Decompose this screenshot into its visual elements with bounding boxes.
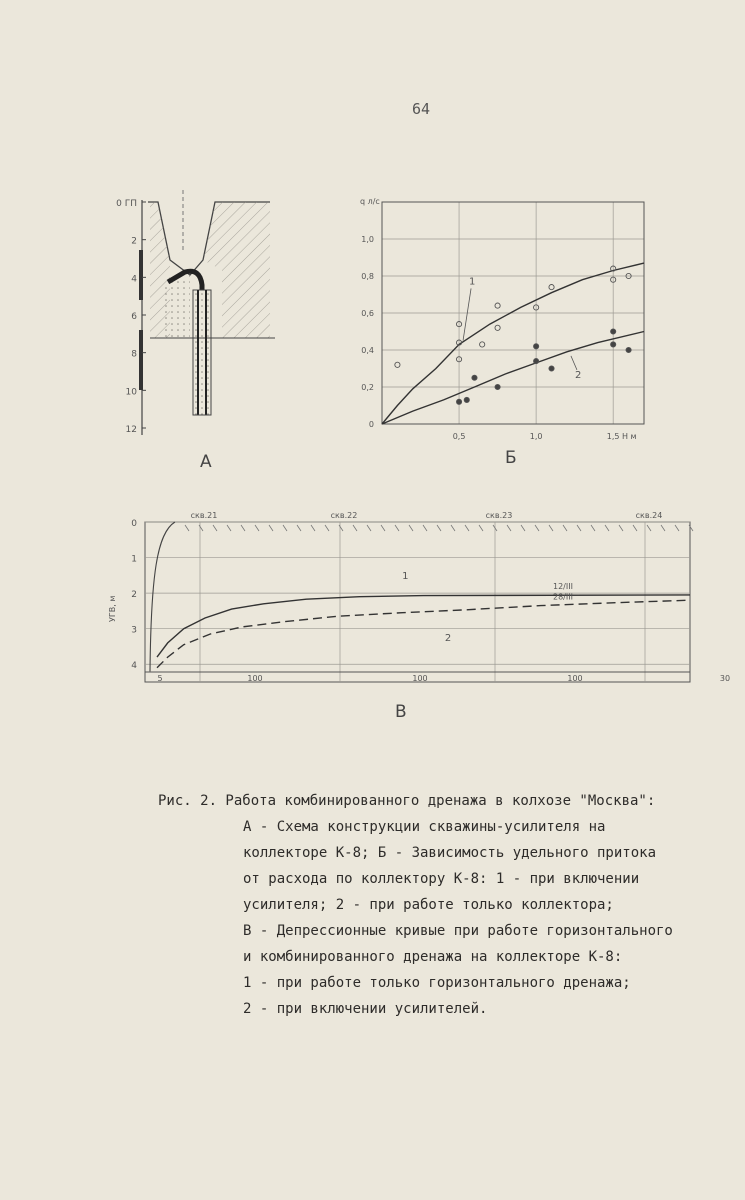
- data-point-series-1: [495, 303, 500, 308]
- data-point-series-2: [626, 347, 631, 352]
- data-point-series-2: [464, 397, 469, 402]
- distance-label: 100: [247, 674, 263, 683]
- figure-caption: [158, 788, 743, 1022]
- y-tick-label: 0,6: [361, 309, 374, 318]
- depth-tick-label: 2: [131, 236, 137, 247]
- y-tick-label: 0,4: [361, 346, 374, 355]
- y-tick-label: 3: [131, 625, 137, 636]
- x-axis-label: H м: [622, 432, 637, 441]
- y-tick-label: 1,0: [361, 235, 374, 244]
- depth-tick-label: 8: [131, 349, 137, 360]
- data-point-series-2: [611, 342, 616, 347]
- ground-marks: [185, 525, 693, 531]
- series-curve-1: [157, 592, 690, 657]
- data-point-series-2: [456, 399, 461, 404]
- figure-v-label: В: [395, 702, 407, 722]
- series-curve-1: [382, 263, 644, 424]
- caption-title: Рис. 2. Работа комбинированного дренажа в колхозе "Москва":: [158, 793, 656, 809]
- level-date-label: 12/III: [553, 581, 573, 591]
- data-point-series-2: [472, 375, 477, 380]
- caption-line: и комбинированного дренажа на коллекторе К-8:: [243, 949, 623, 965]
- caption-line: усилителя; 2 - при работе только коллектора;: [243, 897, 614, 913]
- distance-label: 5: [157, 674, 163, 683]
- x-tick-label: 1,0: [529, 432, 543, 441]
- x-tick-label: 1,5: [606, 432, 620, 441]
- depth-tick-label: 4: [131, 274, 137, 285]
- data-point-series-2: [534, 344, 539, 349]
- figure-a-well-scheme: [110, 190, 290, 472]
- caption-line: от расхода по коллектору К-8: 1 - при включении: [243, 871, 640, 887]
- well-label: скв.21: [190, 511, 218, 520]
- data-point-series-1: [480, 342, 485, 347]
- y-tick-label: 1: [131, 554, 137, 565]
- chart-b-svg: [340, 190, 660, 460]
- figure-b-label: Б: [505, 448, 517, 468]
- series-leader-line: [463, 288, 471, 340]
- caption-line: А - Схема конструкции скважины-усилителя на: [243, 819, 606, 835]
- series-label: 1: [402, 570, 409, 582]
- series-label: 1: [469, 276, 476, 288]
- y-axis-label: q л/с: [360, 197, 380, 206]
- figure-a-label: А: [200, 452, 212, 472]
- figure-v-chart: [95, 500, 731, 722]
- y-tick-label: 4: [131, 661, 137, 672]
- chart-v-svg: [95, 500, 731, 700]
- depth-tick-label: 10: [125, 387, 137, 398]
- series-label: 2: [574, 369, 582, 381]
- distance-label: 100: [412, 674, 428, 683]
- data-point-series-1: [495, 325, 500, 330]
- caption-line: коллекторе К-8; Б - Зависимость удельного притока: [243, 845, 657, 861]
- data-point-series-2: [495, 384, 500, 389]
- y-tick-label: 0: [368, 420, 374, 429]
- page-number: 64: [412, 100, 431, 118]
- y-tick-label: 0: [131, 519, 137, 529]
- caption-line: В - Депрессионные кривые при работе горизонтального: [243, 923, 673, 939]
- data-point-series-2: [534, 359, 539, 364]
- distance-label: 100: [567, 674, 583, 683]
- plot-frame: [145, 522, 690, 682]
- series-curve-2: [157, 600, 690, 668]
- caption-line: 2 - при включении усилителей.: [243, 1001, 488, 1017]
- caption-line: 1 - при работе только горизонтального дренажа;: [243, 975, 631, 991]
- data-point-series-1: [395, 362, 400, 367]
- well-label: скв.22: [330, 511, 358, 520]
- y-tick-label: 0,8: [361, 272, 374, 281]
- series-curve-2: [382, 332, 644, 425]
- series-label: 2: [444, 633, 452, 645]
- distance-label: 30: [719, 674, 731, 683]
- data-point-series-2: [611, 329, 616, 334]
- well-label: скв.24: [635, 511, 663, 520]
- y-tick-label: 2: [131, 590, 137, 601]
- well-scheme-drawing: [110, 190, 290, 450]
- series-leader-line: [571, 356, 577, 370]
- data-point-series-1: [549, 285, 554, 290]
- depth-tick-label: 0 ГП: [116, 199, 137, 209]
- depth-tick-label: 6: [131, 312, 137, 322]
- data-point-series-2: [549, 366, 554, 371]
- y-axis-label: УГВ, м: [108, 595, 117, 622]
- depth-tick-label: 12: [125, 425, 137, 435]
- caption-body: [243, 814, 743, 1022]
- figure-b-chart: [340, 190, 660, 468]
- x-tick-label: 0,5: [452, 432, 466, 441]
- level-date-label: 28/III: [553, 592, 573, 602]
- y-tick-label: 0,2: [361, 383, 374, 392]
- well-label: скв.23: [485, 511, 513, 520]
